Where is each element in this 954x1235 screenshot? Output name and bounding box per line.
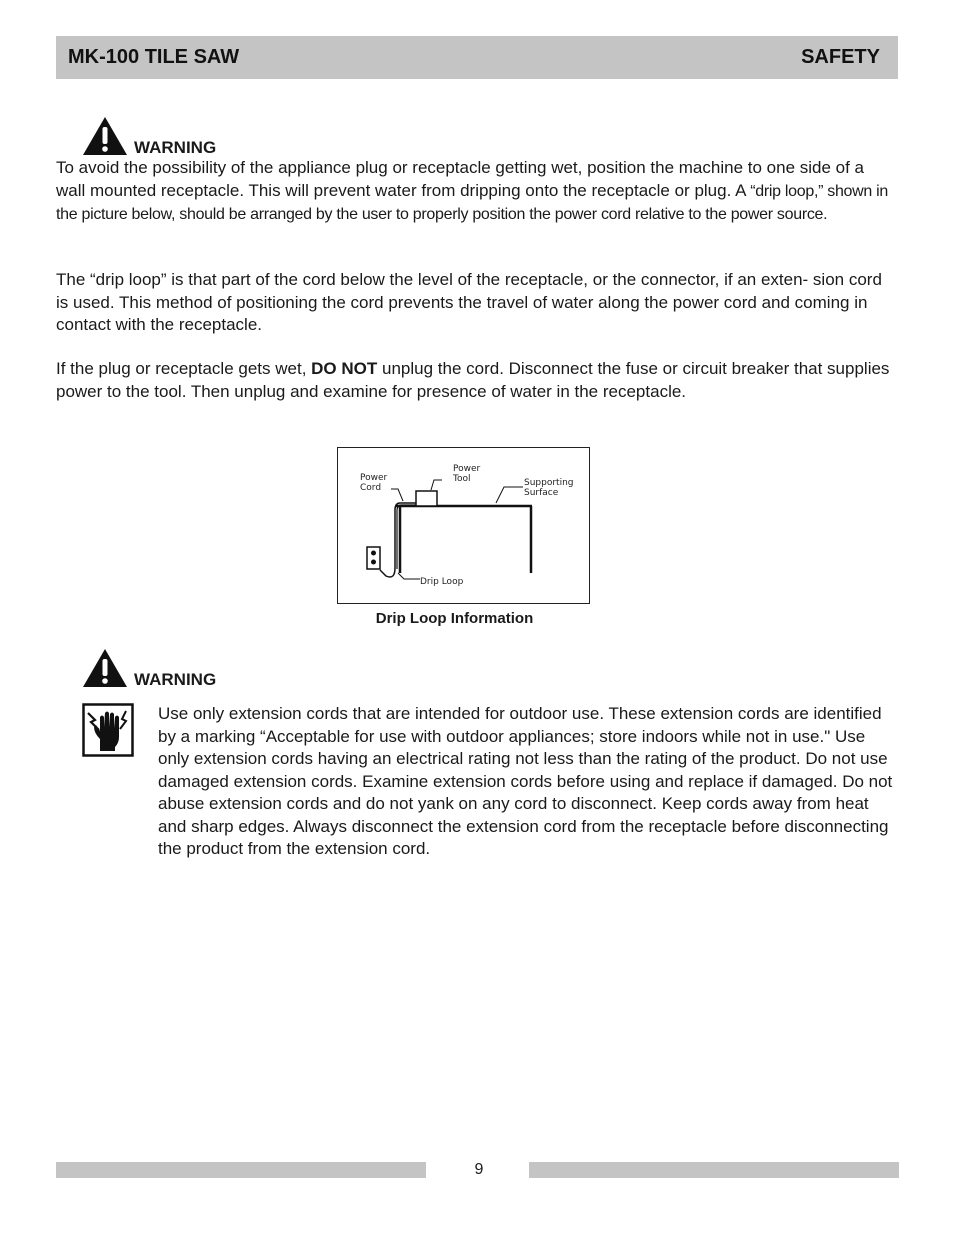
footer-bar-right: [529, 1162, 899, 1178]
warning-label: WARNING: [134, 670, 217, 689]
drip-loop-figure: [337, 447, 590, 604]
paragraph-1-text: To avoid the possibility of the appliance plug or receptacle getting wet, position the machine to one side of a wall mounted receptacle. This will prevent water from dripping onto the receptacle or plug. A: [56, 158, 865, 200]
drip-loop-label: Drip Loop: [420, 577, 464, 587]
warning-label: WARNING: [134, 138, 217, 157]
section-title: SAFETY: [801, 46, 880, 68]
warning-triangle-icon: [82, 648, 128, 688]
warning-heading-2: [82, 648, 216, 688]
footer-bar-left: [56, 1162, 426, 1178]
page-header: [56, 36, 898, 79]
power-cord-label: Power Cord: [360, 473, 388, 493]
do-not-emphasis: DO NOT: [311, 359, 378, 378]
warning-paragraph-2: The “drip loop” is that part of the cord below the level of the receptacle, or the connector, if an exten- sion cord is used. This method of positioning the cord prevents the travel of water along the power cord and coming in contact with the receptacle.: [56, 270, 882, 334]
electric-shock-icon: [82, 703, 134, 757]
paragraph-1-text-cont: “drip loop,” shown in the picture below, should be arranged by the user to properly position the power cord relative to the power source.: [56, 182, 889, 223]
figure-caption: Drip Loop Information: [375, 610, 534, 627]
supporting-surface-label: Supporting Surface: [524, 478, 574, 498]
paragraph-3-text: If the plug or receptacle gets wet,: [56, 359, 312, 378]
warning-paragraph-3: [56, 358, 896, 403]
warning-triangle-icon: [82, 116, 128, 156]
warning-heading-1: [82, 116, 216, 156]
warning-paragraph-1: [56, 157, 896, 227]
power-tool-label: Power Tool: [453, 464, 481, 484]
extension-cord-warning-text: Use only extension cords that are intended for outdoor use. These extension cords are identified by a marking “Acceptable for use with outdoor appliances; store indoors while not in use." Use only extension cords having an electrical rating not less than the rating of the product. Do not use damaged extension cords. Examine extension cords before using and replace if damaged. Do not abuse extension cords and do not yank on any cord to disconnect. Keep cords away from heat and sharp edges. Always disconnect the extension cord from the receptacle before disconnecting the product from the extension cord.: [158, 704, 893, 858]
page-number: 9: [474, 1161, 484, 1178]
manual-title: MK-100 TILE SAW: [68, 46, 240, 68]
paragraph-3-text-cont: unplug the cord. Disconnect the fuse or circuit breaker that supplies power to the tool. Then unplug and examine for presence of water in the receptacle.: [56, 359, 890, 401]
